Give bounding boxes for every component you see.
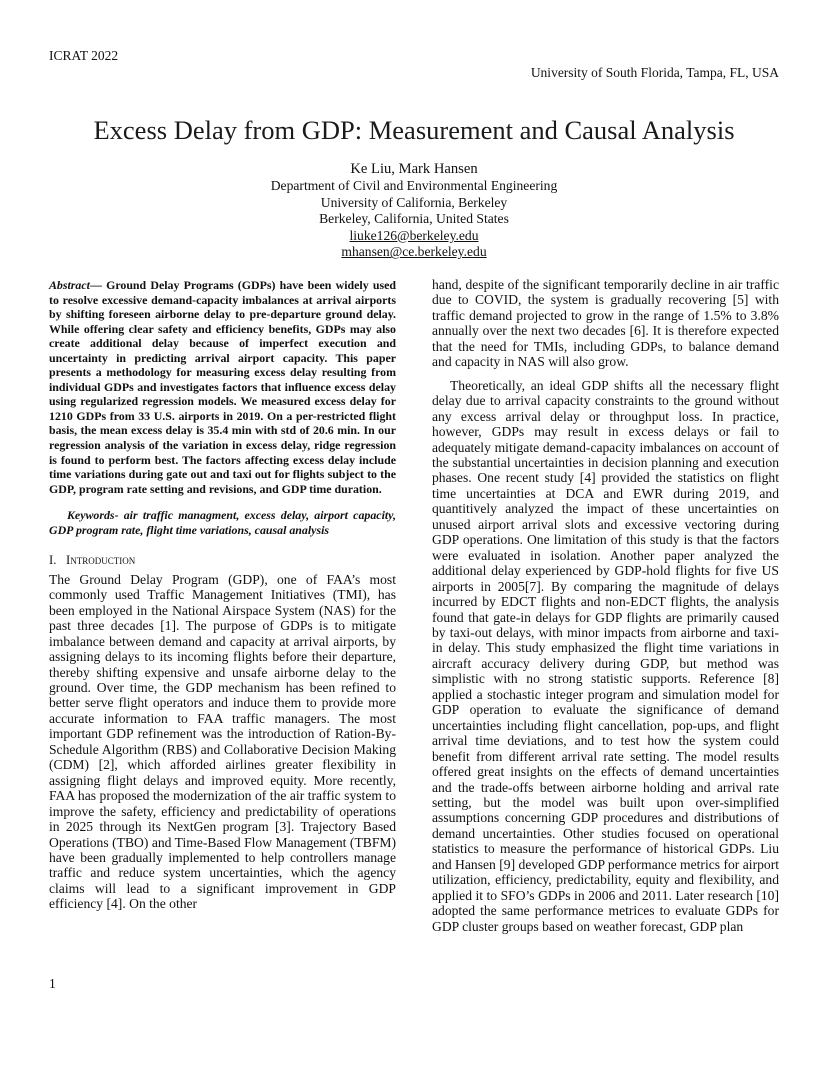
section-heading <box>49 553 396 568</box>
email-link-liuke[interactable]: liuke126@berkeley.edu <box>349 227 479 243</box>
intro-paragraph-1-continued: hand, despite of the significant temporarily decline in air traffic due to COVID, the system is gradually recovering [5] with traffic demand projected to grow in the range of 1.5% to 3.8% annually over the next two decades [6]. It is therefore expected that the need for TMIs, including GDPs, to balance demand and capacity in NAS will also grow. <box>432 277 779 370</box>
conference-location: University of South Florida, Tampa, FL, USA <box>530 65 779 80</box>
author-names: Ke Liu, Mark Hansen <box>350 161 478 177</box>
section-title: Introduction <box>66 553 136 568</box>
abstract-label: Abstract <box>49 278 90 292</box>
paper-title: Excess Delay from GDP: Measurement and Causal Analysis <box>93 115 735 145</box>
email-link-mhansen[interactable]: mhansen@ce.berkeley.edu <box>341 244 487 260</box>
right-column <box>432 277 779 934</box>
keywords: Keywords- air traffic managment, excess delay, airport capacity, GDP program rate, flight time variations, causal analysis <box>49 508 396 537</box>
author-university: University of California, Berkeley <box>320 194 508 210</box>
page-number: 1 <box>49 976 56 991</box>
abstract-text: — Ground Delay Programs (GDPs) have been widely used to resolve excessive demand-capacity imbalances at arrival airports by shifting foreseen airborne delay to pre-departure ground delay. While offering clear safety and efficiency benefits, GDPs may also create additional delay because of imperfect execution and uncertainty in predicting arrival airport capacity. This paper presents a methodology for measuring excess delay resulting from individual GDPs and investigates factors that influence excess delay using regularized regression models. We measured excess delay for 1210 GDPs from 33 U.S. airports in 2019. On a per-restricted flight basis, the mean excess delay is 35.4 min with std of 20.6 min. In our regression analysis of the variation in excess delay, ridge regression is found to perform best. The factors affecting excess delay include time variations during gate out and taxi out for flights subject to the GDP, program rate setting and revisions, and GDP time duration. <box>49 278 396 496</box>
intro-paragraph-1: The Ground Delay Program (GDP), one of FAA’s most commonly used Traffic Management Initiatives (TMI), has been employed in the National Airspace System (NAS) for the past three decades [1]. The purpose of GDPs is to mitigate imbalance between demand and capacity at arrival airports, by assigning delays to its incoming flights before their departure, thereby shifting expensive and unsafe airborne delay to the ground. Over time, the GDP mechanism has been refined to better serve flight operators and induce them to provide more accurate information to FAA traffic managers. The most important GDP refinement was the introduction of Ration-By-Schedule Algorithm (RBS) and Collaborative Decision Making (CDM) [2], which afforded airlines greater flexibility in assigning flight delays and improved equity. More recently, FAA has proposed the modernization of the air traffic system to improve the safety, efficiency and predictability of operations in 2025 through its NextGen program [3]. Trajectory Based Operations (TBO) and Time-Based Flow Management (TBFM) have been gradually implemented to help controllers manage traffic and reduce system uncertainties, which the agency claims will lead to a significant improvement in GDP efficiency [4]. On the other <box>49 571 396 912</box>
left-column <box>49 278 396 912</box>
section-number: I. <box>49 553 57 568</box>
author-department: Department of Civil and Environmental Engineering <box>270 178 558 193</box>
author-block <box>0 160 828 261</box>
abstract <box>49 278 396 496</box>
conference-name: ICRAT 2022 <box>49 48 119 63</box>
intro-paragraph-2: Theoretically, an ideal GDP shifts all the necessary flight delay due to arrival capacity constraints to the ground without any excess arrival delay or throughput loss. In practice, however, GDPs may result in excess delays or fail to adequately mitigate demand-capacity imbalances on account of the substantial uncertainties in decision planning and execution phases. One recent study [4] provided the statistics on flight time uncertainties at DCA and EWR during 2019, and quantitively analyzed the impact of these uncertainties on unused airport arrival slots and excessive vectoring during GDP operations. One limitation of this study is that the factors were evaluated in isolation. Another paper analyzed the additional delay experienced by GDP-hold flights for five US airports in 2005[7]. By comparing the magnitude of delays incurred by EDCT flights and non-EDCT flights, the analysis found that gate-in delays for GDP flights are primarily caused by taxi-out delays, with minor impacts from airborne and taxi-in delay. This study emphasized the flight time variations in aircraft accuracy delivery during GDP, but method was simplistic with no strong statistic supports. Reference [8] applied a stochastic integer program and simulation model for GDP operation to evaluate the significance of demand uncertainties including flight cancellation, pop-ups, and flight arrival time deviations, and to test how the system could benefit from different arrival rate setting. The model results offered great insights on the effects of demand uncertainties and the trade-offs between airborne holding and arrival rate setting, but the model was built upon over-simplified assumptions concerning GDP procedures and distributions of demand uncertainties. Other studies focused on operational statistics to measure the performance of historical GDPs. Liu and Hansen [9] developed GDP performance metrics for airport utilization, efficiency, predictability, equity and flexibility, and applied it to SFO’s GDPs in 2006 and 2011. Later research [10] adopted the same performance metrices to evaluate GDPs for GDP cluster groups based on weather forecast, GDP plan <box>432 377 779 934</box>
author-city: Berkeley, California, United States <box>319 211 509 227</box>
